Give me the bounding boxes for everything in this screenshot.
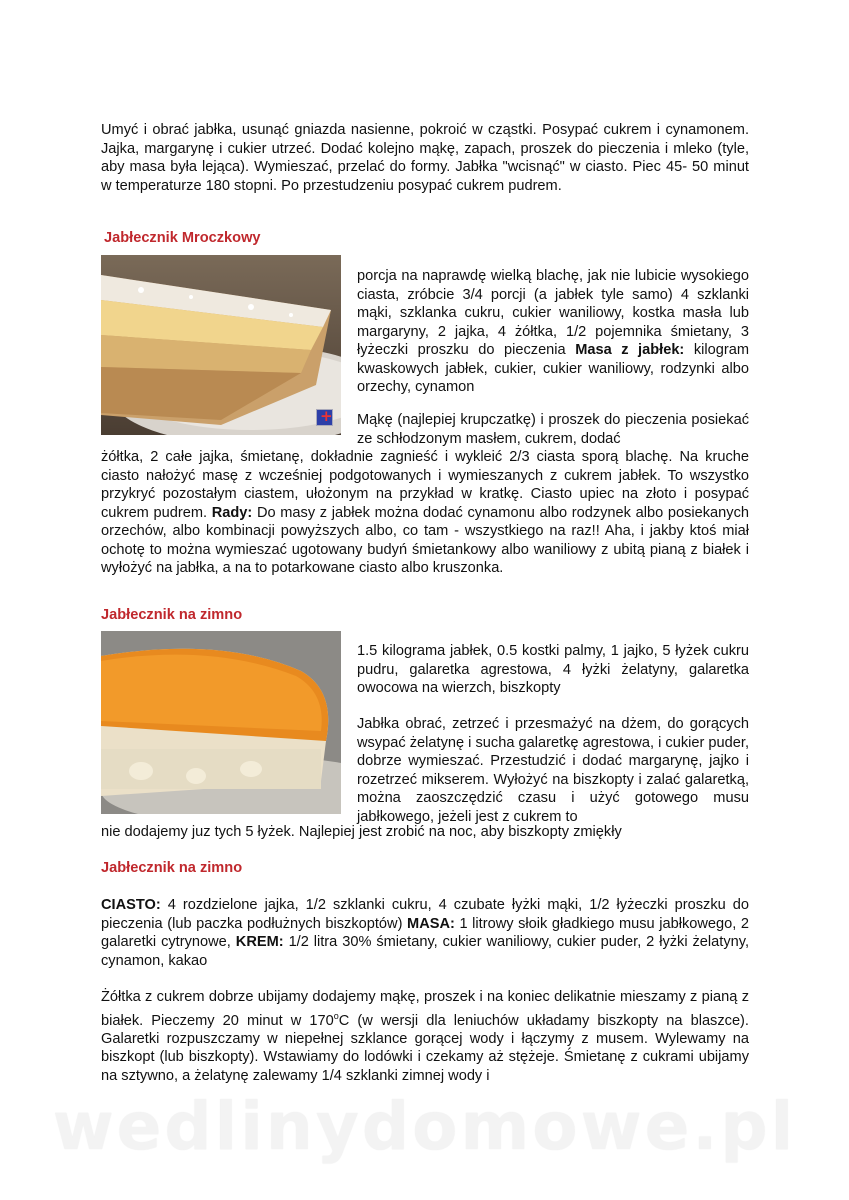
recipe1-title: Jabłecznik Mroczkowy: [104, 230, 261, 246]
recipe1-method-text: żółtka, 2 całe jajka, śmietanę, dokładnie zagnieść i wykleić 2/3 ciasta sporą blachę. Na kruche ciasto nałożyć masę z wcześniej podgotowanych i wymieszanych z cukrem jabłek. To wszystko przykryć pozostałym ciastem, ułożonym na przykład w kratkę. Ciasto upiec na złoto i posypać cukrem pudrem.: [101, 449, 749, 521]
watermark: wedlinydomowe.pl: [52, 1088, 797, 1165]
recipe1-method-full: [101, 448, 749, 578]
recipe3-title: Jabłecznik na zimno: [101, 860, 243, 876]
recipe3-ingredients: [101, 896, 749, 970]
recipe2-title: Jabłecznik na zimno: [101, 607, 243, 623]
recipe3-method-b: C (w wersji dla leniuchów układamy biszkopty na blaszce). Galaretki rozpuszczamy w niepełnej szklance gorącej wody i łączymy z musem. Wylewamy na biszkopt (lub biszkopty). Wstawiamy do lodówki i czekamy aż stężeje. Śmietanę z cukrami ubijamy na sztywno, a żelatynę zalewamy 1/4 szklanki zimnej wody i: [101, 1012, 749, 1084]
recipe1-method-wrap: Mąkę (najlepiej krupczatkę) i proszek do pieczenia posiekać ze schłodzonym masłem, cukrem, dodać: [357, 412, 749, 447]
recipe2-method-full: nie dodajemy juz tych 5 łyżek. Najlepiej jest zrobić na noc, aby biszkopty zmiękły: [101, 824, 622, 840]
recipe1-masa-text: kilogram kwaskowych jabłek, cukier, cukier waniliowy, rodzynki albo orzechy, cynamon: [357, 342, 749, 395]
recipe1-masa-label: Masa z jabłek:: [575, 342, 685, 358]
recipe3-method: [101, 988, 749, 1085]
recipe3-ciasto-text: 4 rozdzielone jajka, 1/2 szklanki cukru, 4 czubate łyżki mąki, 1/2 łyżeczki proszku do pieczenia (lub paczka podłużnych biszkoptów): [101, 897, 749, 932]
recipe3-method-a: Żółtka z cukrem dobrze ubijamy dodajemy mąkę, proszek i na koniec delikatnie mieszamy z pianą z białek. Pieczemy 20 minut w 170: [101, 989, 749, 1029]
apple-pie-photo-image: [101, 255, 341, 435]
recipe2-ingredients: 1.5 kilograma jabłek, 0.5 kostki palmy, 1 jajko, 5 łyżek cukru pudru, galaretka agrestowa, 4 łyżki żelatyny, galaretka owocowa na wierzch, biszkopty: [357, 643, 749, 696]
intro-paragraph: Umyć i obrać jabłka, usunąć gniazda nasienne, pokroić w cząstki. Posypać cukrem i cynamonem. Jajka, margarynę i cukier utrzeć. Dodać kolejno mąkę, zapach, proszek do pieczenia i mleko (tyle, aby masa była lejąca). Wymieszać, przelać do formy. Jabłka "wcisnąć" w ciasto. Piec 45- 50 minut w temperaturze 180 stopni. Po przestudzeniu posypać cukrem pudrem.: [101, 122, 749, 194]
recipe3-krem-text: 1/2 litra 30% śmietany, cukier waniliowy, cukier puder, 2 łyżki żelatyny, cynamon, kakao: [101, 934, 750, 969]
recipe2-method-wrap: Jabłka obrać, zetrzeć i przesmażyć na dżem, do gorących wsypać żelatynę i sucha galaretkę agrestowa, i cukier puder, dobrze wymieszać. Przestudzić i dodać margarynę, jajko i rozetrzeć mikserem. Wyłożyć na biszkopty i zalać galaretką, można zaoszczędzić czasu i użyć gotowego musu jabłkowego, jeżeli jest z cukrem to: [357, 716, 749, 825]
recipe1-ingredients: [357, 267, 749, 397]
recipe1-rady-label: Rady:: [211, 504, 253, 521]
recipe3-masa-label: MASA:: [407, 915, 455, 932]
recipe1-ingredients-text: porcja na naprawdę wielką blachę, jak nie lubicie wysokiego ciasta, zróbcie 3/4 porcji (a jabłek tyle samo) 4 szklanki mąki, szklanka cukru, cukier waniliowy, kostka masła lub margaryny, 2 jajka, 4 żółtka, 1/2 pojemnika śmietany, 3 łyżeczki proszku do pieczenia: [357, 268, 749, 358]
recipe3-masa-text: 1 litrowy słoik gładkiego musu jabłkowego, 2 galaretki cytrynowe,: [101, 915, 749, 950]
cold-apple-cake-photo-image: [101, 631, 341, 814]
apple-pie-photo: [101, 255, 341, 435]
recipe1-rady-text: Do masy z jabłek można dodać cynamonu albo rodzynek albo posiekanych orzechów, albo kombinacji powyższych albo, co tam - wszystkiego na raz!! Aha, i jakby ktoś miał ochotę to można wymieszać ugotowany budyń śmietankowy albo waniliowy z ubitą pianą z białek i wyłożyć na jabłka, a na to potarkowane ciasto albo kruszonka.: [101, 504, 750, 576]
zoom-icon: [316, 409, 333, 426]
recipe3-krem-label: KREM:: [235, 934, 284, 950]
degree-sign: o: [333, 1010, 339, 1021]
recipe3-ciasto-label: CIASTO:: [101, 897, 161, 913]
cold-apple-cake-photo: [101, 631, 341, 814]
